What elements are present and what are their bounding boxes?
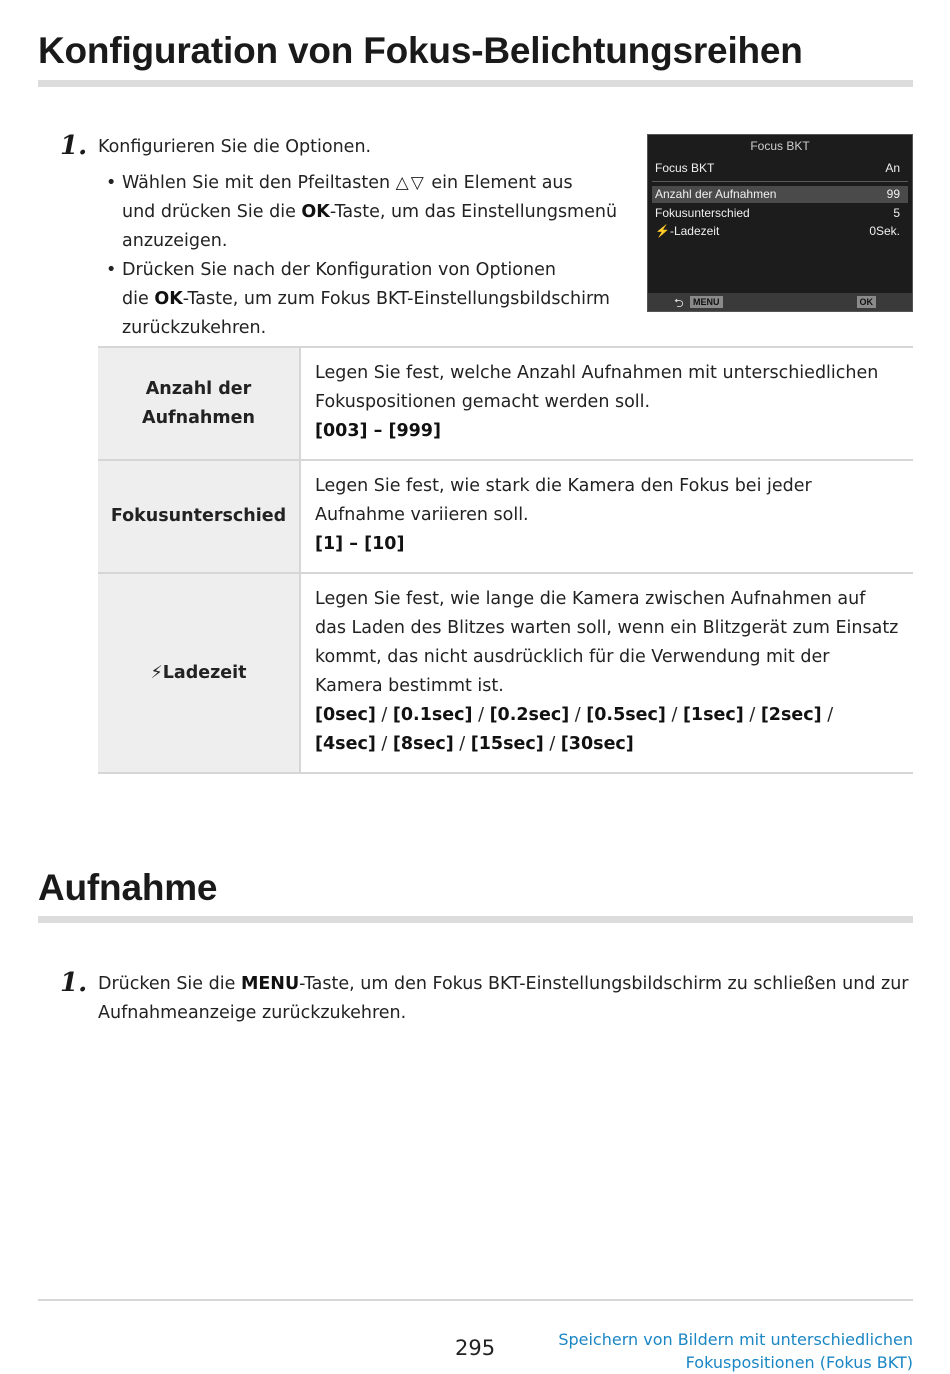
option-separator: /	[743, 705, 761, 725]
option-separator: /	[472, 705, 490, 725]
option-value: [1sec]	[682, 705, 744, 725]
option-separator: /	[569, 705, 587, 725]
option-separator: /	[375, 734, 393, 754]
table-row	[98, 460, 913, 573]
option-values	[315, 701, 899, 759]
option-desc-anzahl: Legen Sie fest, welche Anzahl Aufnahmen mit unterschiedlichen Fokuspositionen gemacht werden soll. [003] – [999]	[300, 347, 913, 460]
bullet-dot-icon: •	[106, 260, 117, 280]
option-separator: /	[665, 705, 683, 725]
flash-icon: ⚡	[150, 662, 163, 683]
option-desc-ladezeit: Legen Sie fest, wie lange die Kamera zwischen Aufnahmen auf das Laden des Blitzes warten soll, wenn ein Blitzgerät zum Einsatz kommt, das nicht ausdrücklich für die Verwendung mit der Kamera bestimmt ist. [0sec] / [0.1sec] / [0.2sec] / [0.5sec] / [1sec] / [2sec] / [4sec] / [8sec] / [15sec] / [30sec]	[300, 573, 913, 773]
footer-divider	[38, 1299, 913, 1301]
option-value: [0sec]	[315, 705, 376, 725]
option-range: [003] – [999]	[315, 421, 441, 441]
step-number: 1.	[60, 131, 88, 161]
camera-row-ladezeit: ⚡-Ladezeit 0Sek.	[655, 224, 900, 238]
camera-row-focus-bkt: Focus BKT An	[655, 161, 900, 175]
option-value: [30sec]	[560, 734, 634, 754]
title-underline	[38, 916, 913, 923]
option-separator: /	[453, 734, 471, 754]
camera-screen-title: Focus BKT	[750, 139, 810, 153]
back-arrow-icon: ⮌	[674, 296, 684, 310]
section-title-config: Konfiguration von Fokus-Belichtungsreihen	[38, 30, 803, 71]
menu-button-icon: MENU	[690, 296, 723, 308]
option-name-anzahl: Anzahl der Aufnahmen	[98, 347, 300, 460]
camera-screen-footer	[648, 293, 912, 311]
option-value: [8sec]	[392, 734, 454, 754]
option-desc-fokusunterschied: Legen Sie fest, wie stark die Kamera den Fokus bei jeder Aufnahme variieren soll. [1] – [10]	[300, 460, 913, 573]
table-row	[98, 347, 913, 460]
option-value: [0.1sec]	[392, 705, 473, 725]
bullet-dot-icon: •	[106, 173, 117, 193]
bullet-return: • Drücken Sie nach der Konfiguration von Optionen die OK-Taste, um zum Fokus BKT-Einstellungsbildschirm zurückzukehren.	[122, 256, 632, 343]
ok-button-ref: OK	[301, 202, 330, 222]
option-value: [2sec]	[760, 705, 822, 725]
option-value: [0.2sec]	[489, 705, 570, 725]
option-name-ladezeit: ⚡Ladezeit	[98, 573, 300, 773]
camera-row-anzahl: Anzahl der Aufnahmen 99	[652, 186, 908, 203]
ok-button-icon: OK	[857, 296, 877, 308]
page-number: 295	[455, 1336, 496, 1360]
ok-button-ref: OK	[154, 289, 183, 309]
table-row	[98, 573, 913, 773]
option-value: [15sec]	[470, 734, 544, 754]
option-value: [4sec]	[315, 734, 376, 754]
option-separator: /	[375, 705, 393, 725]
option-separator: /	[821, 705, 834, 725]
option-range: [1] – [10]	[315, 534, 405, 554]
step-number: 1.	[60, 968, 88, 998]
option-separator: /	[543, 734, 561, 754]
arrow-up-down-icon: △▽	[395, 173, 426, 193]
camera-menu-screenshot	[647, 134, 913, 312]
section-title-aufnahme: Aufnahme	[38, 867, 218, 908]
chapter-link[interactable]: Speichern von Bildern mit unterschiedlichen Fokuspositionen (Fokus BKT)	[558, 1330, 913, 1372]
step-text-aufnahme: Drücken Sie die MENU-Taste, um den Fokus BKT-Einstellungsbildschirm zu schließen und zur Aufnahmeanzeige zurückzukehren.	[98, 974, 909, 1023]
bullet-select-item: • Wählen Sie mit den Pfeiltasten △▽ ein Element aus und drücken Sie die OK-Taste, um das Einstellungsmenü anzuzeigen.	[122, 169, 632, 256]
camera-row-fokusunterschied: Fokusunterschied 5	[655, 206, 900, 220]
title-underline	[38, 80, 913, 87]
options-table	[98, 346, 913, 774]
option-name-fokusunterschied: Fokusunterschied	[98, 460, 300, 573]
option-value: [0.5sec]	[586, 705, 666, 725]
step-text: Konfigurieren Sie die Optionen.	[98, 137, 372, 157]
menu-button-ref: MENU	[240, 974, 300, 994]
